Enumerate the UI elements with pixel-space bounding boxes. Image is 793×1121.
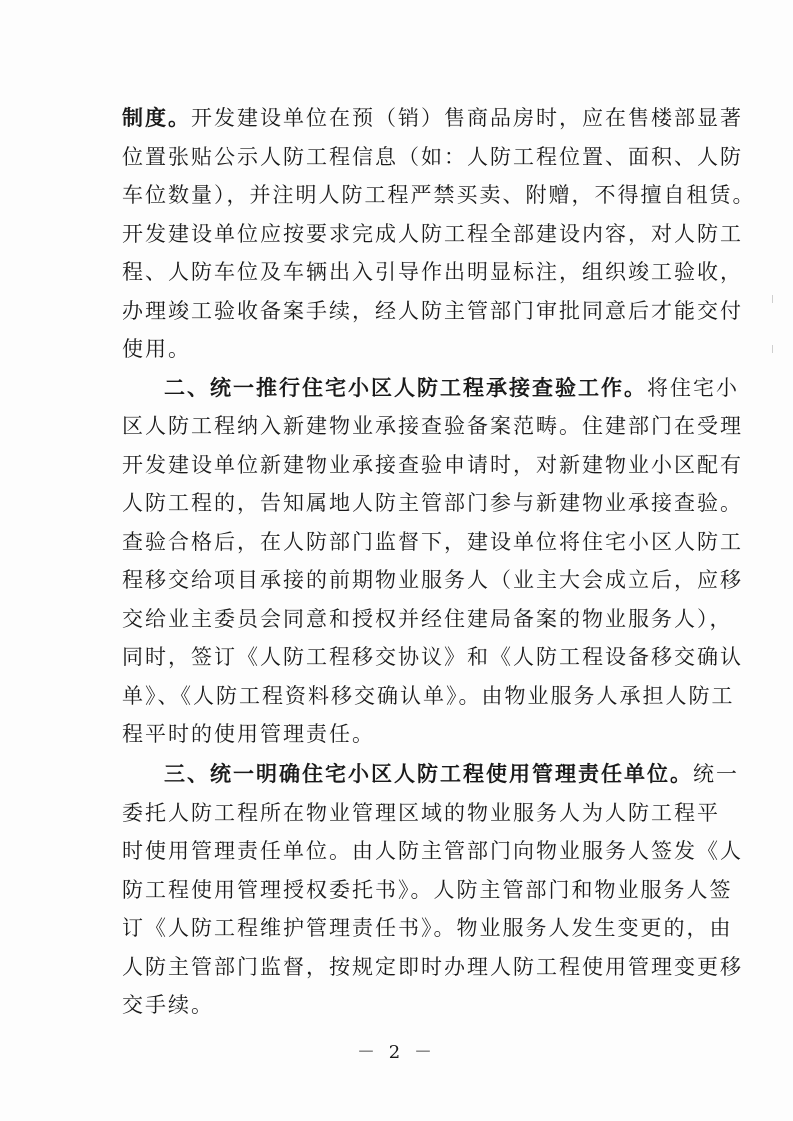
text-line	[122, 873, 733, 907]
line-text: 开发建设单位应按要求完成人防工程全部建设内容，对人防工	[122, 222, 743, 246]
text-line	[122, 255, 743, 289]
line-text: 单》、《人防工程资料移交确认单》。由物业服务人承担人防工	[122, 684, 735, 708]
line-text: 程平时的使用管理责任。	[122, 722, 375, 746]
text-line	[122, 448, 743, 482]
line-text: 区人防工程纳入新建物业承接查验备案范畴。住建部门在受理	[122, 414, 743, 438]
line-text: 位置张贴公示人防工程信息（如：人防工程位置、面积、人防	[122, 145, 743, 169]
text-line	[122, 332, 682, 366]
line-text: 办理竣工验收备案手续，经人防主管部门审批同意后才能交付	[122, 299, 743, 323]
scan-mark	[772, 295, 773, 303]
text-line	[122, 717, 682, 751]
text-line	[122, 409, 743, 443]
text-line	[122, 178, 756, 212]
section-heading: 二、统一推行住宅小区人防工程承接查验工作。	[164, 375, 647, 400]
text-line	[164, 757, 739, 791]
line-text: 交手续。	[122, 993, 214, 1017]
line-text: 防工程使用管理授权委托书》。人防主管部门和物业服务人签	[122, 878, 733, 902]
text-line	[122, 602, 733, 636]
bold-lead: 制度。	[122, 105, 191, 130]
section-heading: 三、统一明确住宅小区人防工程使用管理责任单位。	[164, 761, 693, 786]
line-text: 开发建设单位在预（销）售商品房时，应在售楼部显著	[191, 106, 743, 130]
text-line	[122, 217, 743, 251]
line-text: 程移交给项目承接的前期物业服务人（业主大会成立后，应移	[122, 568, 743, 592]
line-text: 订《人防工程维护管理责任书》。物业服务人发生变更的，由	[122, 916, 733, 940]
text-line	[122, 486, 743, 520]
line-text: 人防主管部门监督，按规定即时办理人防工程使用管理变更移	[122, 955, 743, 979]
text-line	[122, 796, 720, 830]
text-line	[122, 679, 735, 713]
text-line	[122, 950, 743, 984]
text-line	[122, 101, 743, 135]
text-line	[122, 834, 743, 868]
line-text: 统一	[693, 762, 739, 786]
line-text: 程、人防车位及车辆出入引导作出明显标注，组织竣工验收，	[122, 260, 743, 284]
line-text: 时使用管理责任单位。由人防主管部门向物业服务人签发《人	[122, 839, 743, 863]
line-text: 将住宅小	[647, 376, 739, 400]
line-text: 委托人防工程所在物业管理区域的物业服务人为人防工程平	[122, 801, 720, 825]
line-text: 车位数量），并注明人防工程严禁买卖、附赠，不得擅自租赁。	[122, 183, 756, 207]
line-text: 人防工程的，告知属地人防主管部门参与新建物业承接查验。	[122, 491, 743, 515]
text-line	[164, 371, 739, 405]
line-text: 开发建设单位新建物业承接查验申请时，对新建物业小区配有	[122, 453, 743, 477]
line-text: 交给业主委员会同意和授权并经住建局备案的物业服务人），	[122, 607, 733, 631]
text-line	[122, 563, 743, 597]
text-line	[122, 640, 743, 674]
page-number: － 2 －	[357, 1042, 436, 1063]
text-line	[122, 294, 743, 328]
line-text: 使用。	[122, 337, 191, 361]
line-text: 同时，签订《人防工程移交协议》和《人防工程设备移交确认	[122, 645, 743, 669]
scan-mark	[772, 345, 773, 353]
line-text: 查验合格后，在人防部门监督下，建设单位将住宅小区人防工	[122, 530, 743, 554]
text-line	[122, 911, 733, 945]
text-line	[122, 988, 682, 1022]
text-line	[122, 525, 743, 559]
text-line	[122, 140, 743, 174]
